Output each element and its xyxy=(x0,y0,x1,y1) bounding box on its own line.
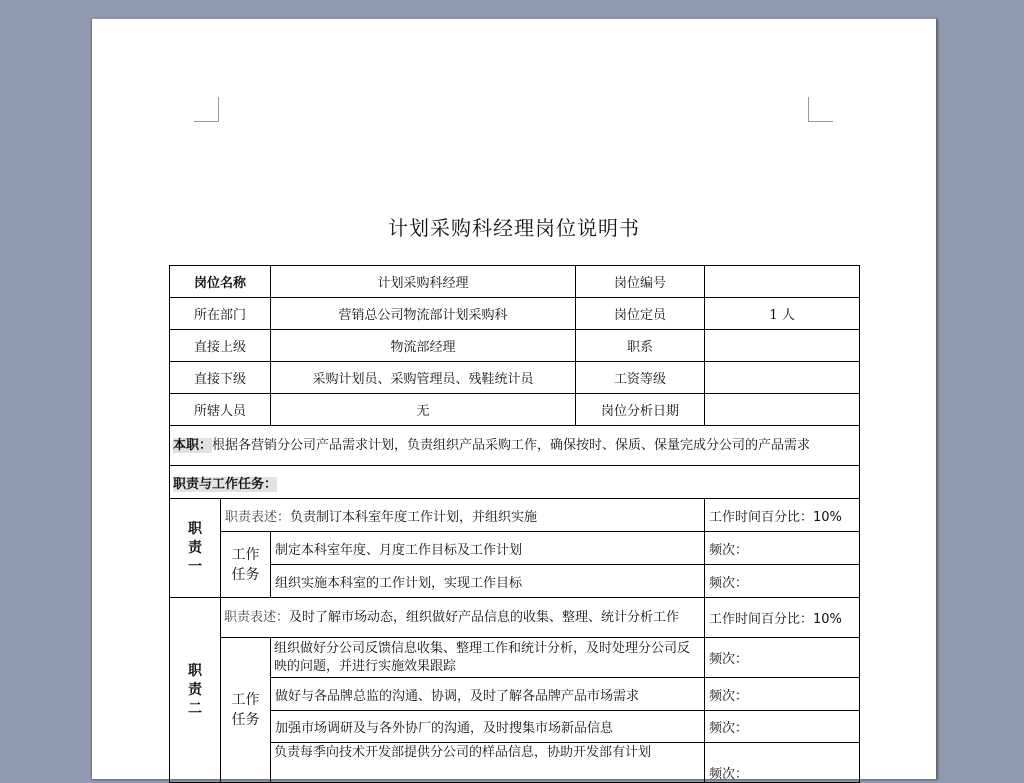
task-row xyxy=(170,678,860,711)
crop-mark-top-right xyxy=(808,97,833,122)
info-value xyxy=(705,362,860,394)
info-label: 直接下级 xyxy=(170,362,271,394)
benzhi-text: 根据各营销分公司产品需求计划，负责组织产品采购工作，确保按时、保质、保量完成分公司的产品需求 xyxy=(212,437,811,453)
task-row xyxy=(170,565,860,598)
duty-pct: 工作时间百分比：10% xyxy=(705,598,860,638)
info-row xyxy=(170,394,860,426)
info-value: 物流部经理 xyxy=(271,330,576,362)
section-heading: 职责与工作任务： xyxy=(173,476,278,492)
section-heading-row xyxy=(170,466,860,499)
duty-desc-row xyxy=(170,598,860,638)
task-freq: 频次： xyxy=(705,565,860,598)
job-description-table xyxy=(169,265,860,783)
duty-desc-row xyxy=(170,499,860,532)
info-label: 工资等级 xyxy=(576,362,705,394)
info-row xyxy=(170,298,860,330)
info-label: 所辖人员 xyxy=(170,394,271,426)
task-text: 负责每季向技术开发部提供分公司的样品信息，协助开发部有计划 xyxy=(271,743,705,783)
info-value: 计划采购科经理 xyxy=(271,266,576,298)
task-text: 组织实施本科室的工作计划，实现工作目标 xyxy=(271,565,705,598)
info-label: 所在部门 xyxy=(170,298,271,330)
duty-pct: 工作时间百分比：10% xyxy=(705,499,860,532)
document-title: 计划采购科经理岗位说明书 xyxy=(388,216,640,240)
benzhi-row xyxy=(170,426,860,466)
task-freq: 频次： xyxy=(705,711,860,743)
section-heading-cell xyxy=(170,466,860,499)
duty-desc: 职责表述：及时了解市场动态，组织做好产品信息的收集、整理、统计分析工作 xyxy=(221,598,705,638)
info-label: 岗位编号 xyxy=(576,266,705,298)
task-row xyxy=(170,743,860,783)
task-freq: 频次： xyxy=(705,532,860,565)
info-value xyxy=(705,394,860,426)
task-freq: 频次： xyxy=(705,638,860,678)
benzhi-cell xyxy=(170,426,860,466)
duty-label: 职 责 一 xyxy=(170,499,221,598)
info-value: 无 xyxy=(271,394,576,426)
task-row xyxy=(170,711,860,743)
info-label: 直接上级 xyxy=(170,330,271,362)
info-row xyxy=(170,330,860,362)
task-text: 做好与各品牌总监的沟通、协调，及时了解各品牌产品市场需求 xyxy=(271,678,705,711)
benzhi-label: 本职： xyxy=(173,437,213,453)
info-value: 营销总公司物流部计划采购科 xyxy=(271,298,576,330)
crop-mark-top-left xyxy=(194,97,219,122)
info-value xyxy=(705,330,860,362)
task-freq: 频次： xyxy=(705,743,860,783)
info-label: 职系 xyxy=(576,330,705,362)
document-page xyxy=(91,18,937,782)
task-label: 工作 任务 xyxy=(221,532,271,598)
task-freq: 频次： xyxy=(705,678,860,711)
info-row xyxy=(170,266,860,298)
task-label: 工作 任务 xyxy=(221,638,271,783)
task-row xyxy=(170,532,860,565)
info-label: 岗位名称 xyxy=(170,266,271,298)
info-value: 采购计划员、采购管理员、残鞋统计员 xyxy=(271,362,576,394)
info-label: 岗位定员 xyxy=(576,298,705,330)
task-text: 组织做好分公司反馈信息收集、整理工作和统计分析，及时处理分公司反映的问题，并进行实施效果跟踪 xyxy=(271,638,705,678)
info-value xyxy=(705,266,860,298)
task-text: 加强市场调研及与各外协厂的沟通，及时搜集市场新品信息 xyxy=(271,711,705,743)
duty-desc: 职责表述：负责制订本科室年度工作计划，并组织实施 xyxy=(221,499,705,532)
info-value: 1 人 xyxy=(705,298,860,330)
task-row xyxy=(170,638,860,678)
task-text: 制定本科室年度、月度工作目标及工作计划 xyxy=(271,532,705,565)
info-row xyxy=(170,362,860,394)
info-label: 岗位分析日期 xyxy=(576,394,705,426)
duty-label: 职 责 二 xyxy=(170,598,221,783)
